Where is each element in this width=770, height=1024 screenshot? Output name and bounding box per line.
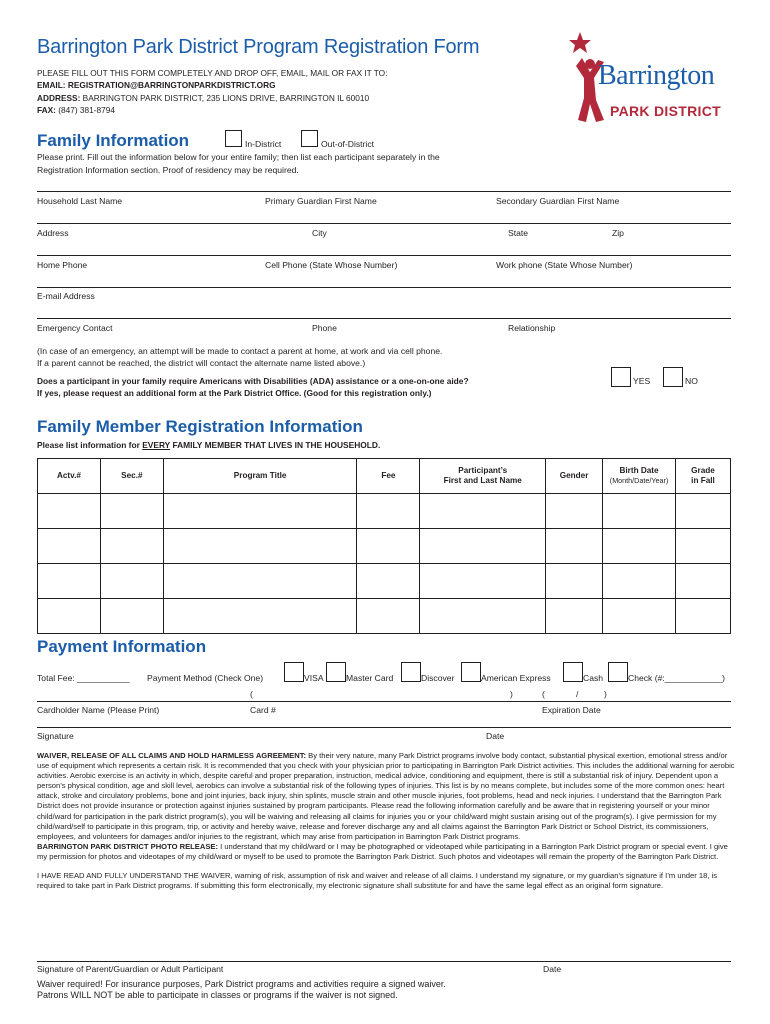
table-cell[interactable] bbox=[676, 529, 731, 564]
table-cell[interactable] bbox=[420, 564, 546, 599]
member-instruction bbox=[37, 440, 380, 450]
col-participant bbox=[420, 459, 546, 494]
signature-field[interactable]: Signature bbox=[37, 731, 74, 741]
table-cell[interactable] bbox=[163, 599, 357, 634]
table-cell[interactable] bbox=[357, 564, 420, 599]
ada-yes-checkbox[interactable] bbox=[611, 367, 631, 387]
table-cell[interactable] bbox=[676, 494, 731, 529]
table-cell[interactable] bbox=[420, 529, 546, 564]
col-gender: Gender bbox=[546, 459, 603, 494]
address-label: ADDRESS: bbox=[37, 93, 81, 103]
address-value: BARRINGTON PARK DISTRICT, 235 LIONS DRIVE, BARRINGTON IL 60010 bbox=[82, 93, 370, 103]
home-phone-field[interactable]: Home Phone bbox=[37, 260, 88, 270]
emergency-phone-field[interactable]: Phone bbox=[312, 323, 337, 333]
cardholder-name-field[interactable]: Cardholder Name (Please Print) bbox=[37, 705, 160, 715]
waiver-warning-note: Patrons WILL NOT be able to participate in classes or programs if the waiver is not signed. bbox=[37, 990, 398, 1000]
table-cell[interactable] bbox=[603, 599, 676, 634]
exp-slash: / bbox=[576, 689, 579, 699]
divider bbox=[37, 255, 731, 256]
waiver-required-note: Waiver required! For insurance purposes, Park District programs and activities require a signed waiver. bbox=[37, 979, 446, 989]
ada-followup: If yes, please request an additional form at the Park District Office. (Good for this registration only.) bbox=[37, 388, 432, 398]
fax-value: (847) 381-8794 bbox=[58, 105, 115, 115]
table-row bbox=[38, 564, 731, 599]
col-fee: Fee bbox=[357, 459, 420, 494]
waiver-text bbox=[37, 751, 737, 891]
guardian-date-field[interactable]: Date bbox=[543, 964, 562, 974]
visa-checkbox[interactable] bbox=[284, 662, 304, 682]
signature-date-field[interactable]: Date bbox=[486, 731, 505, 741]
payment-heading: Payment Information bbox=[37, 637, 207, 656]
ada-yes-label: YES bbox=[633, 376, 651, 386]
table-cell[interactable] bbox=[546, 494, 603, 529]
cash-checkbox[interactable] bbox=[563, 662, 583, 682]
table-cell[interactable] bbox=[546, 599, 603, 634]
table-cell[interactable] bbox=[357, 529, 420, 564]
email-value: REGISTRATION@BARRINGTONPARKDISTRICT.ORG bbox=[67, 80, 276, 90]
table-cell[interactable] bbox=[163, 529, 357, 564]
amex-checkbox[interactable] bbox=[461, 662, 481, 682]
exp-open-paren: ( bbox=[542, 689, 545, 699]
table-cell[interactable] bbox=[38, 529, 101, 564]
total-fee-field[interactable]: Total Fee: ___________ bbox=[37, 673, 130, 683]
out-of-district-label: Out-of-District bbox=[321, 139, 374, 149]
instruction-text: FAMILY MEMBER THAT LIVES IN THE HOUSEHOLD. bbox=[170, 440, 381, 450]
col-participant-line1: Participant’s bbox=[458, 466, 508, 476]
table-cell[interactable] bbox=[357, 599, 420, 634]
park-district-logo bbox=[560, 30, 740, 130]
card-close-paren: ) bbox=[510, 689, 513, 699]
divider bbox=[37, 701, 731, 702]
discover-label: Discover bbox=[421, 673, 455, 683]
payment-method-label: Payment Method (Check One) bbox=[147, 673, 264, 683]
household-last-name-field[interactable]: Household Last Name bbox=[37, 196, 123, 206]
discover-checkbox[interactable] bbox=[401, 662, 421, 682]
logo-wordmark: Barrington bbox=[598, 60, 715, 91]
check-label: Check (#:____________) bbox=[628, 673, 725, 683]
family-note-line1: Please print. Fill out the information below for your entire family; then list each participant separately in the bbox=[37, 152, 440, 162]
table-row bbox=[38, 599, 731, 634]
col-activity: Actv.# bbox=[38, 459, 101, 494]
card-number-field[interactable]: Card # bbox=[250, 705, 276, 715]
emergency-contact-field[interactable]: Emergency Contact bbox=[37, 323, 113, 333]
contact-address bbox=[37, 93, 369, 103]
photo-body: I understand that my child/ward or I may be photographed or videotaped while participating in a Barrington Park District program or special event. I give my permission for photos and videotapes of my child/ward or myself to be used to promote the Barrington Park District. Such photos and videotapes will remain the property of the Barrington Park District. bbox=[37, 841, 728, 861]
relationship-field[interactable]: Relationship bbox=[508, 323, 556, 333]
zip-field[interactable]: Zip bbox=[612, 228, 624, 238]
table-cell[interactable] bbox=[163, 564, 357, 599]
table-cell[interactable] bbox=[38, 564, 101, 599]
expiration-date-field[interactable]: Expiration Date bbox=[542, 705, 601, 715]
work-phone-field[interactable]: Work phone (State Whose Number) bbox=[496, 260, 633, 270]
table-cell[interactable] bbox=[603, 564, 676, 599]
instruction-emphasis: EVERY bbox=[142, 440, 171, 450]
fax-label: FAX: bbox=[37, 105, 56, 115]
col-grade-line2: in Fall bbox=[691, 476, 715, 485]
family-note-line2: Registration Information section. Proof of residency may be required. bbox=[37, 165, 299, 175]
divider bbox=[37, 223, 731, 224]
registration-table bbox=[37, 458, 731, 634]
acknowledgement-paragraph: I HAVE READ AND FULLY UNDERSTAND THE WAIVER, warning of risk, assumption of risk and waiver and release of all claims. I understand my signature, or my guardian’s signature if I’m under 18, is required to take part in Park District programs. If submitting this form electronically, my electronic signature shall substitute for and have the same legal effect as an original form signature. bbox=[37, 871, 718, 891]
emergency-note-line1: (In case of an emergency, an attempt will be made to contact a parent at home, at work and via cell phone. bbox=[37, 346, 443, 356]
ada-no-label: NO bbox=[685, 376, 698, 386]
cash-label: Cash bbox=[583, 673, 604, 683]
divider bbox=[37, 191, 731, 192]
col-participant-line2: First and Last Name bbox=[443, 476, 522, 485]
mastercard-label: Master Card bbox=[346, 673, 394, 683]
table-cell[interactable] bbox=[38, 494, 101, 529]
logo-subtitle: PARK DISTRICT bbox=[610, 103, 721, 119]
col-birth-line2: (Month/Date/Year) bbox=[609, 476, 669, 485]
divider bbox=[37, 727, 731, 728]
table-cell[interactable] bbox=[546, 564, 603, 599]
visa-label: VISA bbox=[304, 673, 324, 683]
table-cell[interactable] bbox=[676, 599, 731, 634]
guardian-signature-field[interactable]: Signature of Parent/Guardian or Adult Participant bbox=[37, 964, 224, 974]
table-header-row bbox=[38, 459, 731, 494]
in-district-checkbox[interactable] bbox=[225, 130, 242, 147]
email-field[interactable]: E-mail Address bbox=[37, 291, 95, 301]
ada-question: Does a participant in your family require Americans with Disabilities (ADA) assistance or a one-on-one aide? bbox=[37, 376, 469, 386]
table-row bbox=[38, 529, 731, 564]
photo-paragraph bbox=[37, 842, 737, 862]
table-cell[interactable] bbox=[100, 529, 163, 564]
table-cell[interactable] bbox=[420, 599, 546, 634]
col-birth-line1: Birth Date bbox=[619, 466, 659, 476]
amex-label: American Express bbox=[481, 673, 551, 683]
col-grade bbox=[676, 459, 731, 494]
table-cell[interactable] bbox=[357, 494, 420, 529]
mastercard-checkbox[interactable] bbox=[326, 662, 346, 682]
col-grade-line1: Grade bbox=[691, 466, 715, 476]
col-birth-date bbox=[603, 459, 676, 494]
release-body: By their very nature, many Park District programs involve body contact, substantial physical exertion, emotional stress and/or use of equipment which represents a certain risk. It is recommended that you check with your physician prior to participating in Barrington Park District activities. This includes the additional warning for aerobic activities. Aerobic exercise is an activity in which, despite careful and proper preparation, instruction, medical advice, conditioning and equipment, there is still a substantial risk of injury. Dependent upon a person’s physical condition, age and skill level, aerobics can involve a substantial risk of the following types of injuries. This list is by no means complete, but includes some of the more common ones: heart attack, stroke and circulatory problems, bone and joint injuries, back injury, shin splints, muscle strain and other muscle injuries, foot problems, head and neck injuries. I understand that the Barrington Park District does not provide insurance or protection against injuries sustained by program participants. Please read the following information carefully and be aware that in registering yourself or your minor child/ward for participation in the park district program(s), you will be waiving and releasing all claims for injuries you or your child/ward might sustain arising out of the program(s). I give permission for my child/ward/self to participate in this program, trip, or activity and hereby waive, release and forever discharge any and all claims against the Barrington Park District or School District, its commissioners, employees, and volunteers for damages and/or injuries to the registrant, which may arise from participation in Barrington Park District programs. bbox=[37, 751, 735, 841]
exp-close-paren: ) bbox=[604, 689, 607, 699]
address-field[interactable]: Address bbox=[37, 228, 69, 238]
divider bbox=[37, 318, 731, 319]
emergency-note-line2: If a parent cannot be reached, the district will contact the alternate name listed above.) bbox=[37, 358, 366, 368]
table-cell[interactable] bbox=[163, 494, 357, 529]
table-row bbox=[38, 494, 731, 529]
table-cell[interactable] bbox=[603, 529, 676, 564]
photo-title: BARRINGTON PARK DISTRICT PHOTO RELEASE: bbox=[37, 841, 218, 851]
release-paragraph bbox=[37, 751, 737, 842]
member-registration-heading: Family Member Registration Information bbox=[37, 417, 363, 436]
out-of-district-checkbox[interactable] bbox=[301, 130, 318, 147]
divider bbox=[37, 287, 731, 288]
city-field[interactable]: City bbox=[312, 228, 327, 238]
table-cell[interactable] bbox=[546, 529, 603, 564]
contact-fax bbox=[37, 105, 115, 115]
table-cell[interactable] bbox=[100, 599, 163, 634]
email-label: EMAIL: bbox=[37, 80, 66, 90]
form-title: Barrington Park District Program Registration Form bbox=[37, 36, 480, 58]
table-cell[interactable] bbox=[100, 564, 163, 599]
in-district-label: In-District bbox=[245, 139, 282, 149]
contact-email bbox=[37, 80, 276, 90]
release-title: WAIVER, RELEASE OF ALL CLAIMS AND HOLD HARMLESS AGREEMENT: bbox=[37, 751, 307, 760]
ada-no-checkbox[interactable] bbox=[663, 367, 683, 387]
table-cell[interactable] bbox=[420, 494, 546, 529]
instructions: PLEASE FILL OUT THIS FORM COMPLETELY AND DROP OFF, EMAIL, MAIL OR FAX IT TO: bbox=[37, 68, 388, 78]
table-cell[interactable] bbox=[38, 599, 101, 634]
divider bbox=[37, 961, 731, 962]
family-info-heading: Family Information bbox=[37, 131, 190, 150]
card-open-paren: ( bbox=[250, 689, 253, 699]
cell-phone-field[interactable]: Cell Phone (State Whose Number) bbox=[265, 260, 398, 270]
instruction-text: Please list information for bbox=[37, 440, 143, 450]
primary-guardian-field[interactable]: Primary Guardian First Name bbox=[265, 196, 377, 206]
secondary-guardian-field[interactable]: Secondary Guardian First Name bbox=[496, 196, 620, 206]
table-cell[interactable] bbox=[100, 494, 163, 529]
table-cell[interactable] bbox=[603, 494, 676, 529]
table-cell[interactable] bbox=[676, 564, 731, 599]
check-checkbox[interactable] bbox=[608, 662, 628, 682]
state-field[interactable]: State bbox=[508, 228, 529, 238]
col-program-title: Program Title bbox=[163, 459, 357, 494]
col-section: Sec.# bbox=[100, 459, 163, 494]
